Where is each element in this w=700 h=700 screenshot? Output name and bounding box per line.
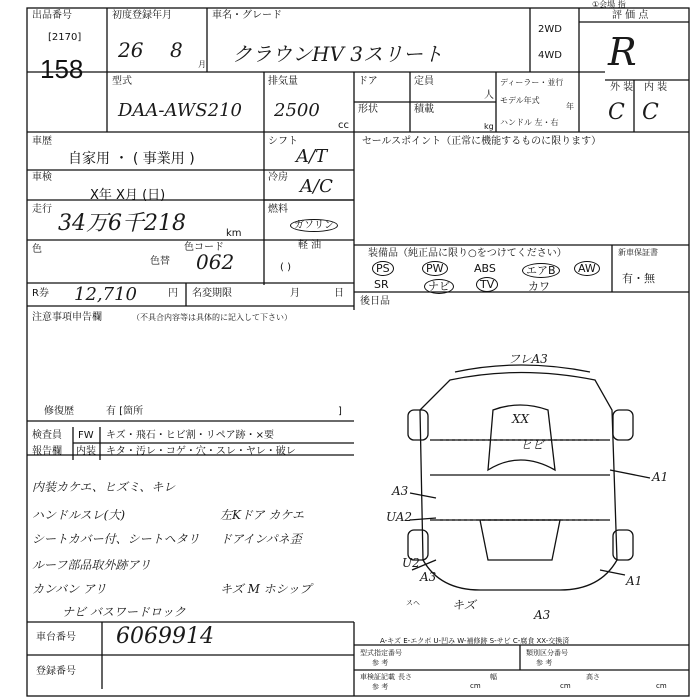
recycle-value: 12,710 (74, 284, 137, 305)
color-change-label: 色替 (150, 256, 170, 267)
doors-label: ドア (358, 76, 378, 87)
width-label: 幅 (490, 673, 497, 681)
aircon-value: A/C (300, 176, 333, 197)
handnote-left: ナビ バスワードロック (62, 605, 186, 619)
fw-items: キズ・飛石・ヒビ割・リペア跡・×要 (106, 430, 274, 441)
equipment-navi: ナビ (424, 278, 454, 294)
mark-glass: ヒビ (520, 438, 545, 452)
color-code-label: 色コード (184, 242, 224, 253)
handnote-left: ルーフ部品取外跡アリ (32, 558, 151, 572)
grade-exterior-label: 外 装 (610, 82, 634, 93)
handnote-left: 内装カケエ、ヒズミ、キレ (32, 480, 176, 494)
category-label: 類別区分番号 (526, 649, 568, 657)
handnote-right: 左Kドア カケエ (220, 508, 304, 522)
mark-right-side: A1 (652, 470, 669, 484)
payload-label: 積載 (414, 104, 434, 115)
post-docs-label: 後日品 (360, 296, 390, 307)
year-unit: 年 (566, 102, 574, 111)
equipment-pw: PW (422, 262, 448, 275)
model-code-value: DAA-AWS210 (118, 100, 242, 121)
inspector-label: 検査員 (32, 430, 62, 441)
equipment-label: 装備品（純正品に限り○をつけてください） (368, 248, 567, 259)
lot-code: [2170] (48, 32, 82, 43)
shift-value: A/T (296, 146, 328, 167)
title-deadline-month: 月 (290, 288, 300, 299)
history-label: 車歴 (32, 136, 52, 147)
model-name-value: クラウンHV 3スリート (232, 42, 443, 66)
height-label: 高さ (586, 673, 600, 681)
recycle-unit: 円 (168, 288, 178, 299)
fuel-other: ( ) (280, 262, 291, 273)
history-value: 自家用 ・ ( 事業用 ) (68, 151, 195, 167)
color-label: 色 (32, 244, 42, 255)
interior-items: キタ・汚レ・コゲ・穴・スレ・ヤレ・破レ (106, 446, 296, 457)
notes-hint: （不具合内容等は具体的に記入して下さい） (132, 313, 292, 322)
capacity-label: 定員 (414, 76, 434, 87)
notes-label: 注意事項申告欄 (32, 312, 102, 323)
grade-exterior-value: C (608, 100, 625, 125)
mark-left-front: A3 (392, 484, 409, 498)
chassis-label: 車台番号 (36, 632, 76, 643)
handnote-left: カンバン アリ (32, 582, 107, 596)
interior-label: 内装 (76, 446, 96, 457)
handnote-left: ハンドルスレ(大) (32, 508, 126, 522)
handnote-right: ドアインパネ歪 (220, 532, 302, 546)
handnote-right: キズ M ホシップ (220, 582, 312, 596)
fuel-gasoline: ガソリン (290, 220, 338, 232)
mark-left-rear2: A3 (420, 570, 437, 584)
displacement-value: 2500 (274, 100, 320, 121)
venue-note: ①会場 指 (592, 0, 626, 9)
mark-rear-bumper: A3 (534, 608, 551, 622)
recycle-label: R券 (32, 288, 49, 299)
grade-interior-value: C (642, 100, 659, 125)
equipment-tv: TV (476, 278, 498, 291)
warranty-label: 新車保証書 (618, 248, 658, 257)
mark-rear-scratch: キズ (452, 598, 476, 612)
mark-left-rear: U2 (402, 556, 420, 570)
width-unit: cm (560, 682, 571, 690)
inspection-value: X年 X月 (日) (90, 188, 166, 203)
registration-no-label: 登録番号 (36, 666, 76, 677)
ref3-label: 参 考 (372, 683, 389, 691)
payload-unit: kg (484, 122, 494, 131)
fw-label: FW (78, 430, 94, 441)
model-year-label: モデル年式 (500, 96, 540, 105)
mark-left-door: UA2 (386, 510, 413, 524)
equipment-sr: SR (374, 278, 389, 291)
equipment-airbag: エアB (522, 262, 560, 278)
handnote-left: シートカバー付、シートヘタリ (32, 532, 200, 546)
report-label: 報告欄 (32, 446, 62, 457)
repair-label: 修復歴 (44, 406, 74, 417)
color-code-value: 062 (196, 250, 235, 274)
equipment-abs: ABS (474, 262, 496, 275)
repair-value: 有 [箇所 (106, 406, 144, 417)
equipment-leather: カワ (528, 280, 550, 293)
length-label: 長さ (398, 673, 412, 681)
equipment-aw: AW (574, 262, 600, 275)
model-designation-label: 型式指定番号 (360, 649, 402, 657)
length-section-label: 車検証記載 (360, 673, 395, 681)
displacement-label: 排気量 (268, 76, 298, 87)
mileage-unit: km (226, 228, 242, 239)
inspection-label: 車検 (32, 172, 52, 183)
registration-label: 初度登録年月 (112, 10, 172, 21)
mileage-label: 走行 (32, 204, 52, 215)
aircon-label: 冷房 (268, 172, 288, 183)
mark-front: フレA3 (508, 352, 548, 366)
shape-label: 形状 (358, 104, 378, 115)
displacement-unit: cc (338, 120, 349, 131)
dealer-label: ディーラー・並行 (500, 78, 564, 87)
title-deadline-day: 日 (334, 288, 344, 299)
length-unit: cm (470, 682, 481, 690)
damage-legend: A-キズ E-エクボ U-凹み W-補修跡 S-サビ C-腐食 XX-交換済 (380, 637, 570, 645)
chassis-value: 6069914 (116, 624, 214, 649)
title-deadline-label: 名変期限 (192, 288, 232, 299)
registration-year: 26 (118, 38, 144, 62)
registration-month-unit: 月 (198, 60, 206, 69)
ref1-label: 参 考 (372, 659, 389, 667)
handle-label: ハンドル 左・右 (500, 118, 559, 127)
car-diagram (408, 365, 650, 590)
ref2-label: 参 考 (536, 659, 553, 667)
lot-number: 158 (40, 54, 84, 84)
grade-interior-label: 内 装 (644, 82, 668, 93)
mark-rear-left: スヘ (406, 599, 420, 607)
mark-hood: XX (512, 412, 530, 426)
height-unit: cm (656, 682, 667, 690)
capacity-unit: 人 (484, 90, 494, 101)
repair-end: ] (338, 406, 342, 417)
equipment-ps: PS (372, 262, 394, 275)
warranty-value: 有・無 (622, 272, 655, 285)
lot-label: 出品番号 (32, 10, 72, 21)
drive-4wd: 4WD (538, 50, 562, 61)
grade-score: R (608, 30, 637, 74)
drive-2wd: 2WD (538, 24, 562, 35)
model-name-label: 車名・グレード (212, 10, 282, 21)
mileage-value: 34万6千218 (58, 211, 186, 236)
fuel-diesel: 軽 油 (298, 240, 322, 251)
mark-rear-right: A1 (626, 574, 643, 588)
fuel-label: 燃料 (268, 204, 288, 215)
shift-label: シフト (268, 136, 298, 147)
grade-label: 評 価 点 (612, 10, 649, 21)
model-code-label: 型式 (112, 76, 132, 87)
sales-points-label: セールスポイント（正常に機能するものに限ります） (362, 136, 602, 147)
registration-month: 8 (170, 38, 183, 62)
